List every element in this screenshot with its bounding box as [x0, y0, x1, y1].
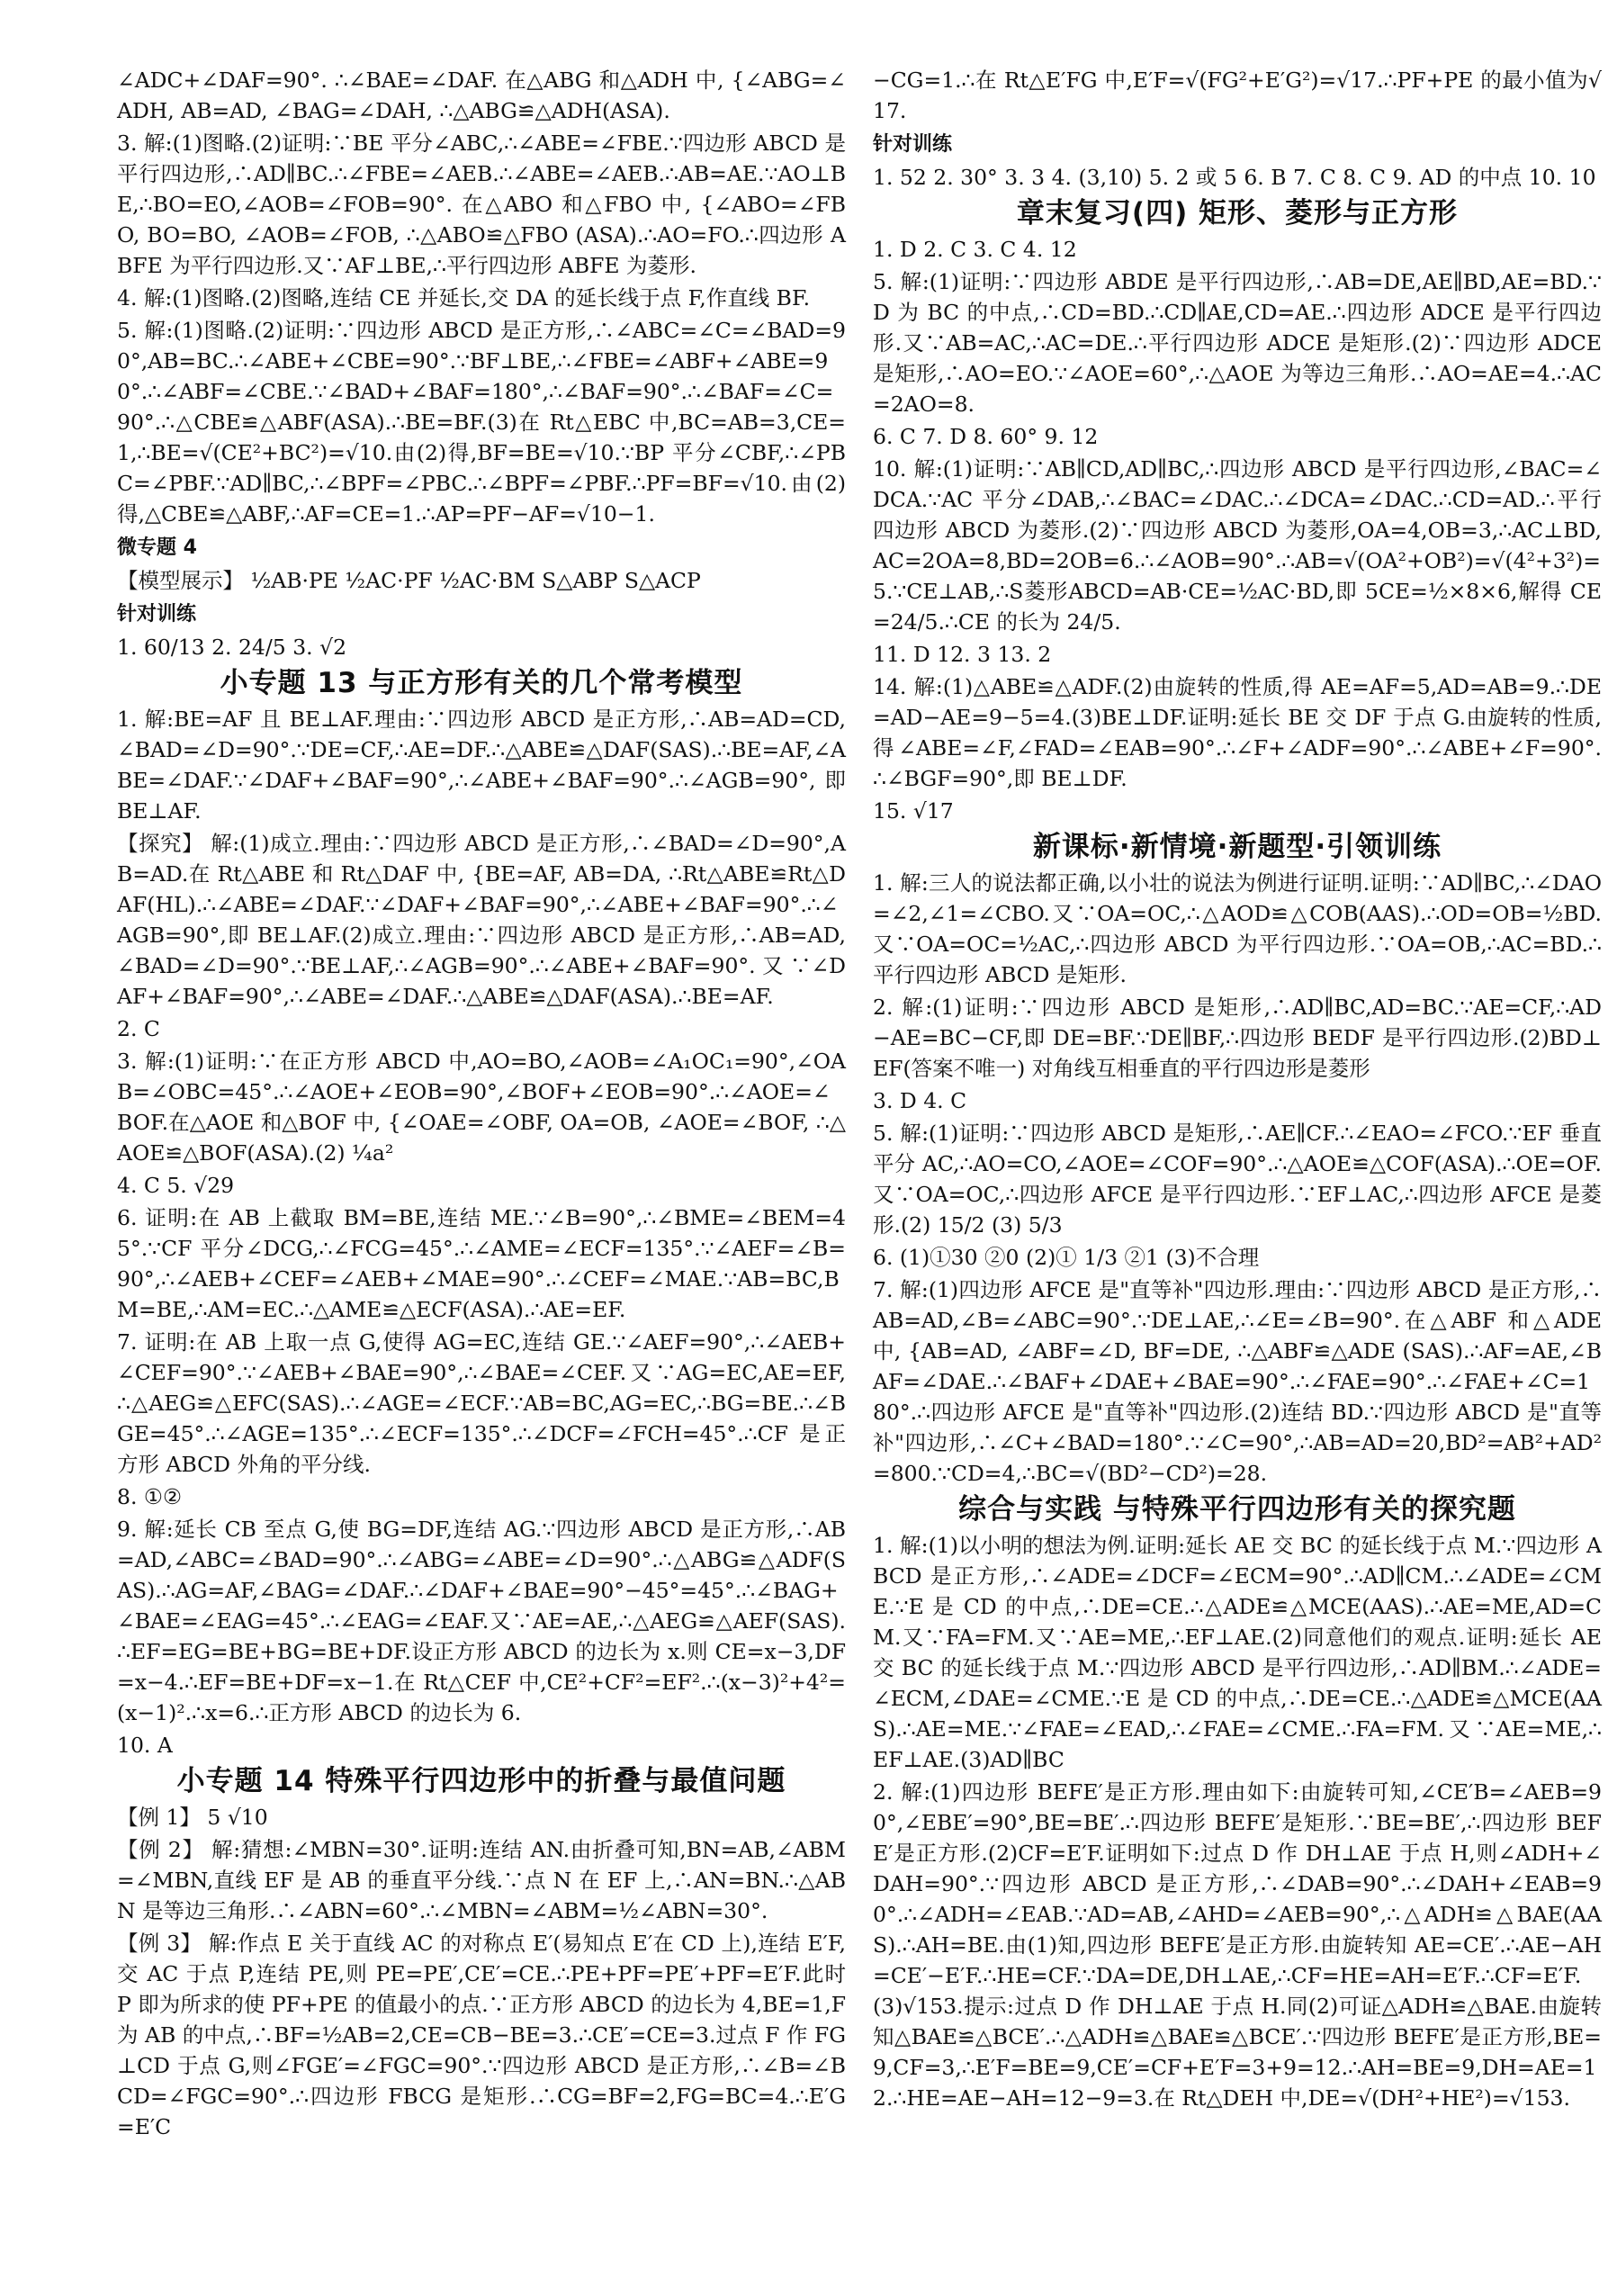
answer-paragraph: 5. 解:(1)图略.(2)证明:∵四边形 ABCD 是正方形,∴∠ABC=∠C=∠BAD=90°,AB=BC.∴∠ABE+∠CBE=90°.∵BF⊥BE,∴∠FBE=∠ABF+∠ABE=90°.∴∠ABF=∠CBE.∵∠BAD+∠BAF=180°,∴∠BAF=90°.∴∠BAF=∠C=90°.∴△CBE≌△ABF(ASA).∴BE=BF.(3)在 Rt△EBC 中,BC=AB=3,CE=1,∴BE=√(CE²+BC²)=√10.由(2)得,BF=BE=√10.∵BP 平分∠CBF,∴∠PBC=∠PBF.∵AD∥BC,∴∠BPF=∠PBC.∴∠BPF=∠PBF.∴PF=BF=√10.由(2)得,△CBE≌△ABF,∴AF=CE=1.∴AP=PF−AF=√10−1. [117, 318, 846, 527]
section-heading: 综合与实践 与特殊平行四边形有关的探究题 [958, 1493, 1516, 1526]
section-heading: 小专题 14 特殊平行四边形中的折叠与最值问题 [176, 1765, 786, 1797]
answer-paragraph: 1. 52 2. 30° 3. 3 4. (3,10) 5. 2 或 5 6. B 7. C 8. C 9. AD 的中点 10. 10 [873, 165, 1596, 190]
answer-paragraph: 【探究】 解:(1)成立.理由:∵四边形 ABCD 是正方形,∴∠BAD=∠D=90°,AB=AD.在 Rt△ABE 和 Rt△DAF 中, {BE=AF, AB=DA, ∴Rt△ABE≌Rt△DAF(HL).∴∠ABE=∠DAF.∵∠DAF+∠BAF=90°,∴∠ABE+∠BAF=90°.∴∠AGB=90°,即 BE⊥AF.(2)成立.理由:∵四边形 ABCD 是正方形,∴AB=AD,∠BAD=∠D=90°.∵BE⊥AF,∴∠AGB=90°.∴∠ABE+∠BAF=90°.又∵∠DAF+∠BAF=90°,∴∠ABE=∠DAF.∴△ABE≌△DAF(ASA).∴BE=AF. [117, 831, 846, 1009]
answer-paragraph: 15. √17 [873, 798, 954, 824]
answer-paragraph: 1. 60/13 2. 24/5 3. √2 [117, 635, 347, 660]
answer-paragraph: 10. 解:(1)证明:∵AB∥CD,AD∥BC,∴四边形 ABCD 是平行四边形,∠BAC=∠DCA.∵AC 平分∠DAB,∴∠BAC=∠DAC.∴∠DCA=∠DAC.∴CD=AD.∴平行四边形 ABCD 为菱形.(2)∵四边形 ABCD 为菱形,OA=4,OB=3,∴AC⊥BD,AC=2OA=8,BD=2OB=6.∴∠AOB=90°.∴AB=√(OA²+OB²)=√(4²+3²)=5.∵CE⊥AB,∴S菱形ABCD=AB·CE=½AC·BD,即 5CE=½×8×6,解得 CE=24/5.∴CE 的长为 24/5. [873, 456, 1602, 635]
answer-paragraph: 【例 2】 解:猜想:∠MBN=30°.证明:连结 AN.由折叠可知,BN=AB,∠ABM=∠MBN,直线 EF 是 AB 的垂直平分线.∵点 N 在 EF 上,∴AN=BN.∴△ABN 是等边三角形.∴∠ABN=60°.∴∠MBN=∠ABM=½∠ABN=30°. [117, 1837, 846, 1923]
answer-paragraph: 【例 1】 5 √10 [117, 1805, 268, 1830]
answer-paragraph: 2. 解:(1)四边形 BEFE′是正方形.理由如下:由旋转可知,∠CE′B=∠AEB=90°,∠EBE′=90°,BE=BE′.∴四边形 BEFE′是矩形.∵BE=BE′,∴四边形 BEFE′是正方形.(2)CF=E′F.证明如下:过点 D 作 DH⊥AE 于点 H,则∠ADH+∠DAH=90°.∵四边形 ABCD 是正方形,∴∠DAB=90°.∴∠DAH+∠EAB=90°.∴∠ADH=∠EAB.∵AD=AB,∠AHD=∠AEB=90°,∴△ADH≌△BAE(AAS).∴AH=BE.由(1)知,四边形 BEFE′是正方形.由旋转知 AE=CE′.∴AE−AH=CE′−E′F.∴HE=CF.∵DA=DE,DH⊥AE,∴CF=HE=AH=E′F.∴CF=E′F.(3)√153.提示:过点 D 作 DH⊥AE 于点 H.同(2)可证△ADH≌△BAE.由旋转知△BAE≌△BCE′.∴△ADH≌△BAE≌△BCE′.∵四边形 BEFE′是正方形,BE=9,CF=3,∴E′F=BE=9,CE′=CF+E′F=3+9=12.∴AH=BE=9,DH=AE=12.∴HE=AE−AH=12−9=3.在 Rt△DEH 中,DE=√(DH²+HE²)=√153. [873, 1779, 1602, 2111]
answer-paragraph: 3. D 4. C [873, 1088, 967, 1113]
section-heading: 微专题 4 [117, 536, 197, 559]
answer-paragraph: 5. 解:(1)证明:∵四边形 ABCD 是矩形,∴AE∥CF.∴∠EAO=∠FCO.∵EF 垂直平分 AC,∴AO=CO,∠AOE=∠COF=90°.∴△AOE≌△COF(ASA).∴OE=OF.又∵OA=OC,∴四边形 AFCE 是平行四边形.∵EF⊥AC,∴四边形 AFCE 是菱形.(2) 15/2 (3) 5/3 [873, 1121, 1602, 1238]
answer-paragraph: 【模型展示】 ½AB·PE ½AC·PF ½AC·BM S△ABP S△ACP [117, 568, 701, 593]
section-heading: 章末复习(四) 矩形、菱形与正方形 [1016, 197, 1459, 230]
answer-paragraph: 8. ①② [117, 1484, 183, 1509]
answer-paragraph: 6. C 7. D 8. 60° 9. 12 [873, 424, 1099, 449]
section-heading: 小专题 13 与正方形有关的几个常考模型 [220, 667, 743, 699]
answer-paragraph: 6. (1)①30 ②0 (2)① 1/3 ②1 (3)不合理 [873, 1245, 1260, 1270]
answer-paragraph: 2. 解:(1)证明:∵四边形 ABCD 是矩形,∴AD∥BC,AD=BC.∵AE=CF,∴AD−AE=BC−CF,即 DE=BF.∵DE∥BF,∴四边形 BEDF 是平行四边形.(2)BD⊥EF(答案不唯一) 对角线互相垂直的平行四边形是菱形 [873, 995, 1602, 1081]
answer-paragraph: 6. 证明:在 AB 上截取 BM=BE,连结 ME.∵∠B=90°,∴∠BME=∠BEM=45°.∵CF 平分∠DCG,∴∠FCG=45°.∴∠AME=∠ECF=135°.∵∠AEF=∠B=90°,∴∠AEB+∠CEF=∠AEB+∠MAE=90°.∴∠CEF=∠MAE.∵AB=BC,BM=BE,∴AM=EC.∴△AME≌△ECF(ASA).∴AE=EF. [117, 1205, 846, 1322]
section-heading: 针对训练 [117, 603, 197, 626]
answer-paragraph: 4. C 5. √29 [117, 1173, 235, 1198]
answer-paragraph: 3. 解:(1)证明:∵在正方形 ABCD 中,AO=BO,∠AOB=∠A₁OC₁=90°,∠OAB=∠OBC=45°.∴∠AOE+∠EOB=90°,∠BOF+∠EOB=90°.∴∠AOE=∠BOF.在△AOE 和△BOF 中, {∠OAE=∠OBF, OA=OB, ∠AOE=∠BOF, ∴△AOE≌△BOF(ASA).(2) ¼a² [117, 1049, 846, 1166]
answer-paragraph: 1. 解:三人的说法都正确,以小壮的说法为例进行证明.证明:∵AD∥BC,∴∠DAO=∠2,∠1=∠CBO.又∵OA=OC,∴△AOD≌△COB(AAS).∴OD=OB=½BD.又∵OA=OC=½AC,∴四边形 ABCD 为平行四边形.∵OA=OB,∴AC=BD.∴平行四边形 ABCD 是矩形. [873, 870, 1602, 987]
left-column [117, 65, 846, 2144]
answer-paragraph: 1. 解:(1)以小明的想法为例.证明:延长 AE 交 BC 的延长线于点 M.∵四边形 ABCD 是正方形,∴∠ADE=∠DCF=∠ECM=90°.∴AD∥CM.∴∠ADE=∠CME.∵E 是 CD 的中点,∴DE=CE.∴△ADE≌△MCE(AAS).∴AE=ME,AD=CM.又∵FA=FM.又∵AE=ME,∴EF⊥AE.(2)同意他们的观点.证明:延长 AE 交 BC 的延长线于点 M.∵四边形 ABCD 是平行四边形,∴AD∥BM.∴∠ADE=∠ECM,∠DAE=∠CME.∵E 是 CD 的中点,∴DE=CE.∴△ADE≌△MCE(AAS).∴AE=ME.∵∠FAE=∠EAD,∴∠FAE=∠CME.∴FA=FM.又∵AE=ME,∴EF⊥AE.(3)AD∥BC [873, 1533, 1602, 1772]
answer-paragraph: 10. A [117, 1733, 173, 1758]
answer-paragraph: 1. 解:BE=AF 且 BE⊥AF.理由:∵四边形 ABCD 是正方形,∴AB=AD=CD,∠BAD=∠D=90°.∵DE=CF,∴AE=DF.∴△ABE≌△DAF(SAS).∴BE=AF,∠ABE=∠DAF.∵∠DAF+∠BAF=90°,∴∠ABE+∠BAF=90°.∴∠AGB=90°,即 BE⊥AF. [117, 707, 846, 824]
answer-paragraph: 9. 解:延长 CB 至点 G,使 BG=DF,连结 AG.∵四边形 ABCD 是正方形,∴AB=AD,∠ABC=∠BAD=90°.∴∠ABG=∠ABE=∠D=90°.∴△ABG≌△ADF(SAS).∴AG=AF,∠BAG=∠DAF.∴∠DAF+∠BAE=90°−45°=45°.∴∠BAG+∠BAE=∠EAG=45°.∴∠EAG=∠EAF.又∵AE=AE,∴△AEG≌△AEF(SAS).∴EF=EG=BE+BG=BE+DF.设正方形 ABCD 的边长为 x.则 CE=x−3,DF=x−4.∴EF=BE+DF=x−1.在 Rt△CEF 中,CE²+CF²=EF².∴(x−3)²+4²=(x−1)².∴x=6.∴正方形 ABCD 的边长为 6. [117, 1517, 846, 1725]
answer-paragraph: 【例 3】 解:作点 E 关于直线 AC 的对称点 E′(易知点 E′在 CD 上),连结 E′F,交 AC 于点 P,连结 PE,则 PE=PE′,CE′=CE.∴PE+PF=PE′+PF=E′F.此时 P 即为所求的使 PF+PE 的值最小的点.∵正方形 ABCD 的边长为 4,BE=1,F 为 AB 的中点,∴BF=½AB=2,CE=CB−BE=3.∴CE′=CE=3.过点 F 作 FG⊥CD 于点 G,则∠FGE′=∠FGC=90°.∵四边形 ABCD 是正方形,∴∠B=∠BCD=∠FGC=90°.∴四边形 FBCG 是矩形.∴CG=BF=2,FG=BC=4.∴E′G=E′C [117, 1931, 846, 2139]
answer-paragraph: 3. 解:(1)图略.(2)证明:∵BE 平分∠ABC,∴∠ABE=∠FBE.∵四边形 ABCD 是平行四边形,∴AD∥BC.∴∠FBE=∠AEB.∴∠ABE=∠AEB.∴AB=AE.∵AO⊥BE,∴BO=EO,∠AOB=∠FOB=90°. 在△ABO 和△FBO 中, {∠ABO=∠FBO, BO=BO, ∠AOB=∠FOB, ∴△ABO≌△FBO (ASA).∴AO=FO.∴四边形 ABFE 为平行四边形.又∵AF⊥BE,∴平行四边形 ABFE 为菱形. [117, 131, 846, 278]
answer-paragraph: 7. 解:(1)四边形 AFCE 是"直等补"四边形.理由:∵四边形 ABCD 是正方形,∴AB=AD,∠B=∠ABC=90°.∵DE⊥AE,∴∠E=∠B=90°.在△ABF 和△ADE 中, {AB=AD, ∠ABF=∠D, BF=DE, ∴△ABF≌△ADE (SAS).∴AF=AE,∠BAF=∠DAE.∴∠BAF+∠DAE+∠BAE=90°.∴∠FAE=90°.∴∠FAE+∠C=180°.∴四边形 AFCE 是"直等补"四边形.(2)连结 BD.∵四边形 ABCD 是"直等补"四边形,∴∠C+∠BAD=180°.∵∠C=90°,∴AB=AD=20,BD²=AB²+AD²=800.∵CD=4,∴BC=√(BD²−CD²)=28. [873, 1277, 1602, 1486]
answer-paragraph: 11. D 12. 3 13. 2 [873, 642, 1052, 667]
answer-paragraph: 2. C [117, 1016, 160, 1041]
answer-paragraph: 7. 证明:在 AB 上取一点 G,使得 AG=EC,连结 GE.∵∠AEF=90°,∴∠AEB+∠CEF=90°.∵∠AEB+∠BAE=90°,∴∠BAE=∠CEF.又∵AG=EC,AE=EF,∴△AEG≌△EFC(SAS).∴∠AGE=∠ECF.∵AB=BC,AG=EC,∴BG=BE.∴∠BGE=45°.∴∠AGE=135°.∴∠ECF=135°.∴∠DCF=∠FCH=45°.∴CF 是正方形 ABCD 外角的平分线. [117, 1329, 846, 1477]
answer-paragraph: 14. 解:(1)△ABE≌△ADF.(2)由旋转的性质,得 AE=AF=5,AD=AB=9.∴DE=AD−AE=9−5=4.(3)BE⊥DF.证明:延长 BE 交 DF 于点 G.由旋转的性质,得∠ABE=∠F,∠FAD=∠EAB=90°.∴∠F+∠ADF=90°.∴∠ABE+∠F=90°.∴∠BGF=90°,即 BE⊥DF. [873, 674, 1602, 791]
answer-paragraph: −CG=1.∴在 Rt△E′FG 中,E′F=√(FG²+E′G²)=√17.∴PF+PE 的最小值为√17. [873, 68, 1602, 123]
section-heading: 新课标·新情境·新题型·引领训练 [1032, 831, 1442, 863]
answer-paragraph: 4. 解:(1)图略.(2)图略,连结 CE 并延长,交 DA 的延长线于点 F,作直线 BF. [117, 285, 811, 311]
section-heading: 针对训练 [873, 133, 953, 156]
answer-paragraph: ∠ADC+∠DAF=90°. ∴∠BAE=∠DAF. 在△ABG 和△ADH 中, {∠ABG=∠ADH, AB=AD, ∠BAG=∠DAH, ∴△ABG≌△ADH(ASA). [117, 68, 846, 123]
answer-paragraph: 1. D 2. C 3. C 4. 12 [873, 237, 1077, 262]
right-column [873, 65, 1602, 2115]
answer-paragraph: 5. 解:(1)证明:∵四边形 ABDE 是平行四边形,∴AB=DE,AE∥BD,AE=BD.∵D 为 BC 的中点,∴CD=BD.∴CD∥AE,CD=AE.∴四边形 ADCE 是平行四边形.又∵AB=AC,∴AC=DE.∴平行四边形 ADCE 是矩形.(2)∵四边形 ADCE 是矩形,∴AO=EO.∵∠AOE=60°,∴△AOE 为等边三角形.∴AO=AE=4.∴AC=2AO=8. [873, 269, 1602, 417]
